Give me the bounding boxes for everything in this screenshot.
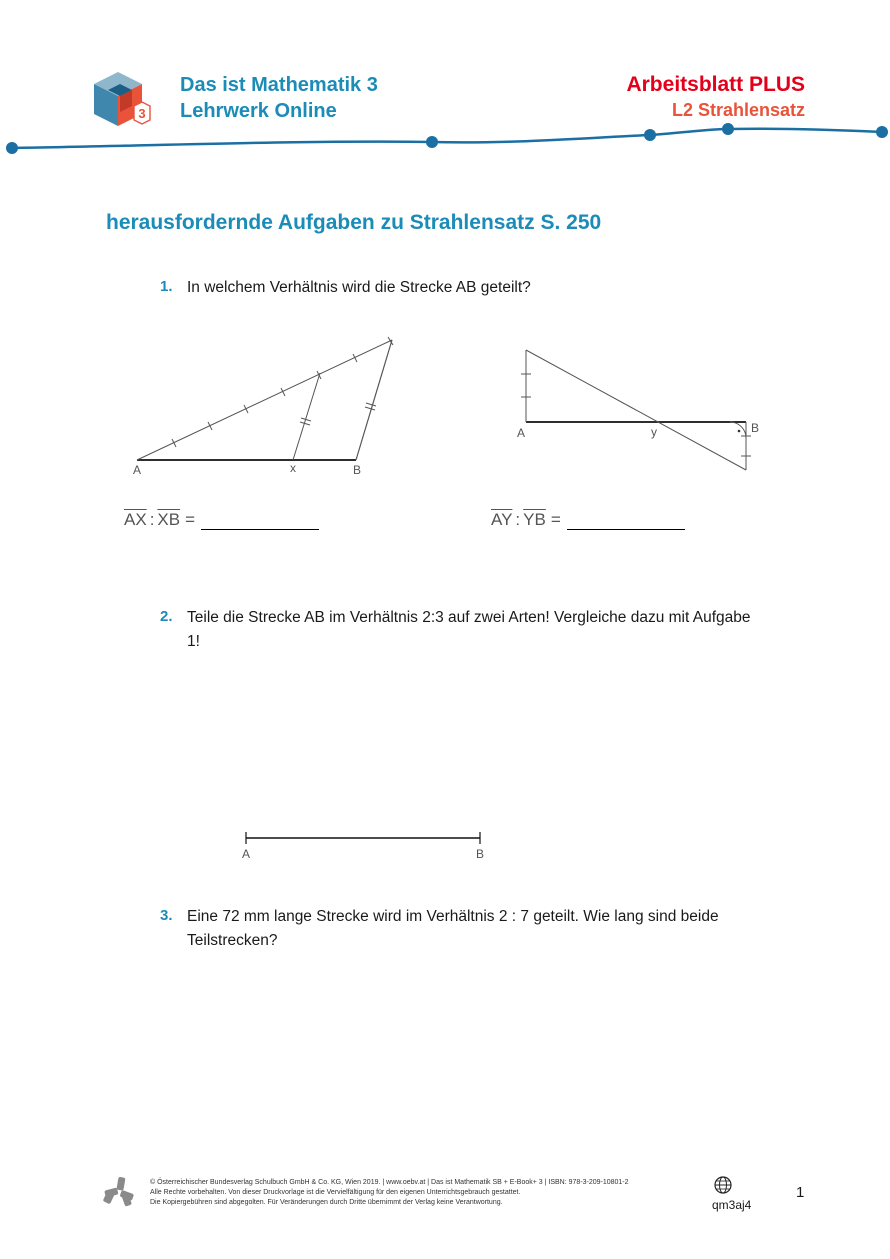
header-decorative-line [0,115,890,165]
task-1-figure-right [510,340,770,480]
header-line-dot [876,126,888,138]
task-3-number: 3. [160,907,173,924]
task-2-number: 2. [160,608,173,625]
ratio-answer-2 [491,510,685,530]
ratio2-first: $\overline{AY}$ [491,510,513,529]
globe-icon[interactable] [713,1175,733,1195]
header-title-line1: Das ist Mathematik 3 [180,74,378,96]
ratio1-answer-blank[interactable] [201,517,319,530]
header-title-line2: Lehrwerk Online [180,100,337,122]
fig1-label-a: A [132,463,142,477]
fig2-label-y: y [651,425,657,439]
footer-line-1: © Österreichischer Bundesverlag Schulbuch GmbH & Co. KG, Wien 2019. | www.oebv.at | Das ist Mathematik SB + E-Book+ 3 | ISBN: 978-3-209-10801-2 [150,1179,629,1186]
task-1-number: 1. [160,278,173,295]
page-heading: herausfordernde Aufgaben zu Strahlensatz S. 250 [106,211,602,234]
task-1-figure-left [120,330,410,480]
ratio1-first: $\overline{AX}$ [124,510,147,529]
worksheet-topic: L2 Strahlensatz [671,100,805,120]
task-2-segment-figure [235,828,495,864]
footer-legal-text [150,1178,710,1208]
fig1-label-x: x [290,461,296,475]
ratio1-second: $\overline{XB}$ [157,510,181,529]
ratio2-second: $\overline{YB}$ [523,510,546,529]
ratio1-separator: : [149,510,155,529]
header-line-dot [6,142,18,154]
footer-line-2: Alle Rechte vorbehalten. Von dieser Druckvorlage ist die Vervielfältigung für den eigenen Unterrichtsgebrauch gestattet. [150,1189,521,1196]
fig3-label-a: A [241,847,251,861]
fig2-label-b: B [750,421,760,435]
header-line-dot [426,136,438,148]
task-2-text: Teile die Strecke AB im Verhältnis 2:3 auf zwei Arten! Vergleiche dazu mit Aufgabe 1! [187,609,751,650]
ratio1-equals: = [185,510,196,529]
ratio2-separator: : [515,510,521,529]
publisher-star-icon [103,1175,135,1209]
task-1-text: In welchem Verhältnis wird die Strecke AB geteilt? [187,279,531,296]
online-code[interactable]: qm3aj4 [712,1198,752,1212]
fig2-label-a: A [516,426,526,440]
logo-number: 3 [138,106,146,121]
page-number: 1 [796,1184,805,1201]
ratio2-equals: = [550,510,561,529]
worksheet-type: Arbeitsblatt PLUS [626,73,805,96]
header-line-dot [644,129,656,141]
footer-line-3: Die Kopiergebühren sind abgegolten. Für Veränderungen durch Dritte übernimmt der Verlag keine Verantwortung. [150,1199,503,1206]
fig3-label-b: B [475,847,485,861]
ratio2-answer-blank[interactable] [567,517,685,530]
header-line-dot [722,123,734,135]
ratio-answer-1 [124,510,319,530]
task-3-text: Eine 72 mm lange Strecke wird im Verhältnis 2 : 7 geteilt. Wie lang sind beide Teilstrecken? [187,908,719,949]
fig1-label-b: B [352,463,362,477]
